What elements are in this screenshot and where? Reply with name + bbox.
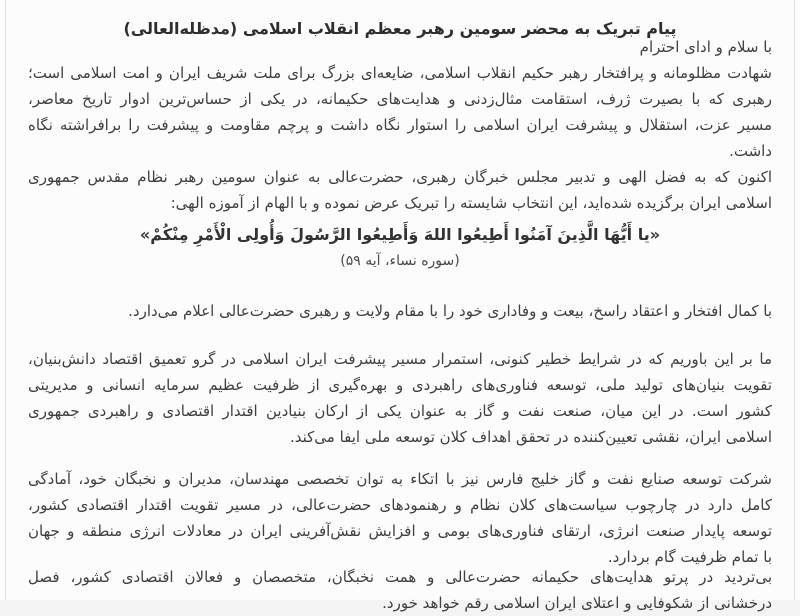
belief-line: تقویت بنیان‌های تولید ملی، توسعه فناوری‌های راهبردی و بهره‌گیری از ظرفیت عظیم سرمایه انسانی و مدیریتی bbox=[28, 376, 772, 394]
greeting-line: با سلام و ادای احترام bbox=[639, 38, 772, 56]
pledge-line: با کمال افتخار و اعتقاد راسخ، بیعت و وفاداری خود را با مقام ولایت و رهبری حضرت‌عالی اعلام می‌دارد. bbox=[128, 302, 772, 320]
congratulation-line: اکنون که به فضل الهی و تدبیر مجلس خبرگان رهبری، حضرت‌عالی به عنوان سومین رهبر نظام مقدس جمهوری bbox=[28, 168, 772, 186]
quran-verse: «یا أَیُّهَا الَّذِینَ آمَنُوا أَطِیعُوا اللهَ وَأَطِیعُوا الرَّسُولَ وَأُولِی الْأَمْرِ مِنْکُمْ» bbox=[139, 225, 661, 244]
paragraph-condolence bbox=[28, 60, 772, 164]
condolence-line: رهبری که با بصیرت ژرف، استقامت مثال‌زدنی و هدایت‌های حکیمانه، در یکی از حساس‌ترین ادوار تاریخ معاصر، bbox=[28, 90, 772, 108]
page-right-edge-line bbox=[794, 0, 795, 600]
quran-verse-reference: (سوره نساء، آیه ۵۹) bbox=[340, 253, 460, 269]
congratulation-line: اسلامی ایران برگزیده شده‌اید، این انتخاب شایسته را تبریک عرض نموده و با الهام از آموزه الهی: bbox=[170, 194, 772, 212]
condolence-line: داشت. bbox=[729, 142, 772, 160]
belief-line: ما بر این باوریم که در شرایط خطیر کنونی، استمرار مسیر پیشرفت ایران اسلامی در گرو تعمیق اقتصاد دانش‌بنیان، bbox=[28, 350, 772, 368]
readiness-line: توسعه پایدار صنعت انرژی، ارتقای فناوری‌های بومی و افزایش نقش‌آفرینی ایران در معادلات انرژی منطقه و جهان bbox=[28, 522, 772, 540]
paragraph-closing bbox=[28, 564, 772, 616]
paragraph-congratulation bbox=[28, 164, 772, 216]
condolence-line: شهادت مظلومانه و پرافتخار رهبر حکیم انقلاب اسلامی، ضایعه‌ای بزرگ برای ملت شریف ایران و امت اسلامی است؛ bbox=[28, 64, 772, 82]
condolence-line: مسیر عزت، استقلال و پیشرفت ایران اسلامی را استوار نگاه داشت و پرچم مقاومت و پیشرفت را برافراشته نگاه bbox=[28, 116, 772, 134]
paragraph-belief bbox=[28, 346, 772, 450]
page-left-edge-line bbox=[5, 0, 6, 600]
readiness-line: شرکت توسعه صنایع نفت و گاز خلیج فارس نیز با اتکاء به توان تخصصی مهندسان، مدیران و نخبگان خود، آمادگی bbox=[28, 470, 772, 488]
readiness-line: با تمام ظرفیت گام بردارد. bbox=[607, 548, 772, 566]
readiness-line: کامل دارد در چارچوب سیاست‌های کلان نظام و رهنمودهای حضرت‌عالی، در مسیر تقویت اقتدار اقتصادی کشور، bbox=[28, 496, 772, 514]
belief-line: اسلامی ایران، نقشی تعیین‌کننده در تحقق اهداف کلان توسعه ملی ایفا می‌کند. bbox=[289, 428, 772, 446]
belief-line: کشور است. در این میان، صنعت نفت و گاز به عنوان یکی از ارکان بنیادین اقتدار اقتصادی و راهبردی جمهوری bbox=[28, 402, 772, 420]
letter-body bbox=[28, 19, 772, 616]
closing-line-clipped: درخشانی از شکوفایی و اعتلای ایران اسلامی رقم خواهد خورد. bbox=[382, 594, 772, 612]
clipped-document-title: پیام تبریک به محضر سومین رهبر معظم انقلاب اسلامی (مدظله‌العالی) bbox=[123, 19, 677, 38]
paragraph-readiness bbox=[28, 466, 772, 570]
closing-line: بی‌تردید در پرتو هدایت‌های حکیمانه حضرت‌عالی و همت نخبگان، متخصصان و فعالان اقتصادی کشور، فصل bbox=[28, 568, 772, 586]
